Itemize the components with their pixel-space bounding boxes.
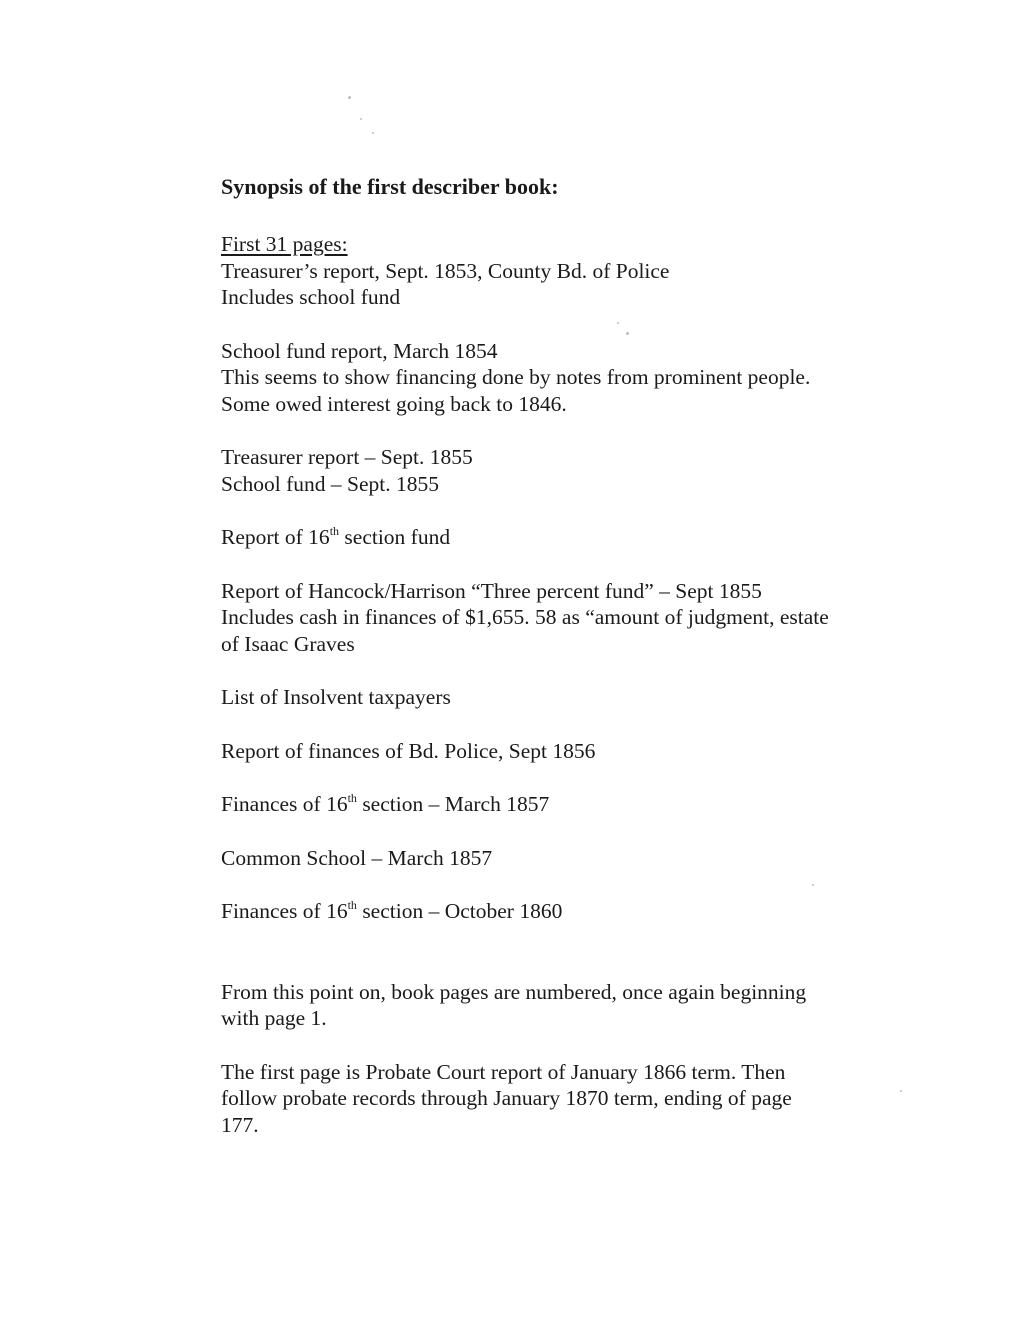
- text-line: From this point on, book pages are numbered, once again beginning: [221, 979, 807, 1004]
- text-line: School fund – Sept. 1855: [221, 471, 439, 496]
- text-line: This seems to show financing done by notes from prominent people.: [221, 365, 811, 389]
- text-line: Some owed interest going back to 1846.: [221, 391, 567, 416]
- text-line-16th-section-fund: [221, 524, 921, 551]
- text-line: 177.: [221, 1112, 259, 1137]
- text-line: School fund report, March 1854: [221, 338, 498, 363]
- text-line: Report of finances of Bd. Police, Sept 1856: [221, 738, 596, 763]
- document-page: [221, 174, 921, 1138]
- document-title: Synopsis of the first describer book:: [221, 174, 559, 199]
- section-heading: First 31 pages:: [221, 232, 348, 256]
- text-part: Report of 16: [221, 525, 330, 549]
- text-line: follow probate records through January 1870 term, ending of page: [221, 1086, 792, 1110]
- text-line: Treasurer report – Sept. 1855: [221, 445, 473, 469]
- text-part: section – March 1857: [356, 792, 550, 816]
- text-line: with page 1.: [221, 1006, 327, 1030]
- text-line: Includes school fund: [221, 285, 401, 309]
- text-line: Includes cash in finances of $1,655. 58 as “amount of judgment, estate: [221, 605, 829, 629]
- text-line: The first page is Probate Court report of January 1866 term. Then: [221, 1059, 786, 1084]
- text-part: section fund: [339, 525, 451, 549]
- text-part: Finances of 16: [221, 792, 348, 816]
- text-line: Report of Hancock/Harrison “Three percent fund” – Sept 1855: [221, 578, 762, 603]
- ordinal-suffix: th: [329, 524, 340, 538]
- ordinal-suffix: th: [347, 791, 357, 805]
- text-part: section – October 1860: [356, 899, 563, 923]
- text-line-16th-section-march: [221, 791, 921, 818]
- text-line: of Isaac Graves: [221, 631, 355, 656]
- text-line: List of Insolvent taxpayers: [221, 685, 451, 709]
- text-part: Finances of 16: [221, 899, 348, 923]
- text-line: Treasurer’s report, Sept. 1853, County Bd. of Police: [221, 258, 670, 283]
- ordinal-suffix: th: [347, 898, 357, 912]
- text-line: Common School – March 1857: [221, 845, 493, 870]
- text-line-16th-section-october: [221, 898, 921, 925]
